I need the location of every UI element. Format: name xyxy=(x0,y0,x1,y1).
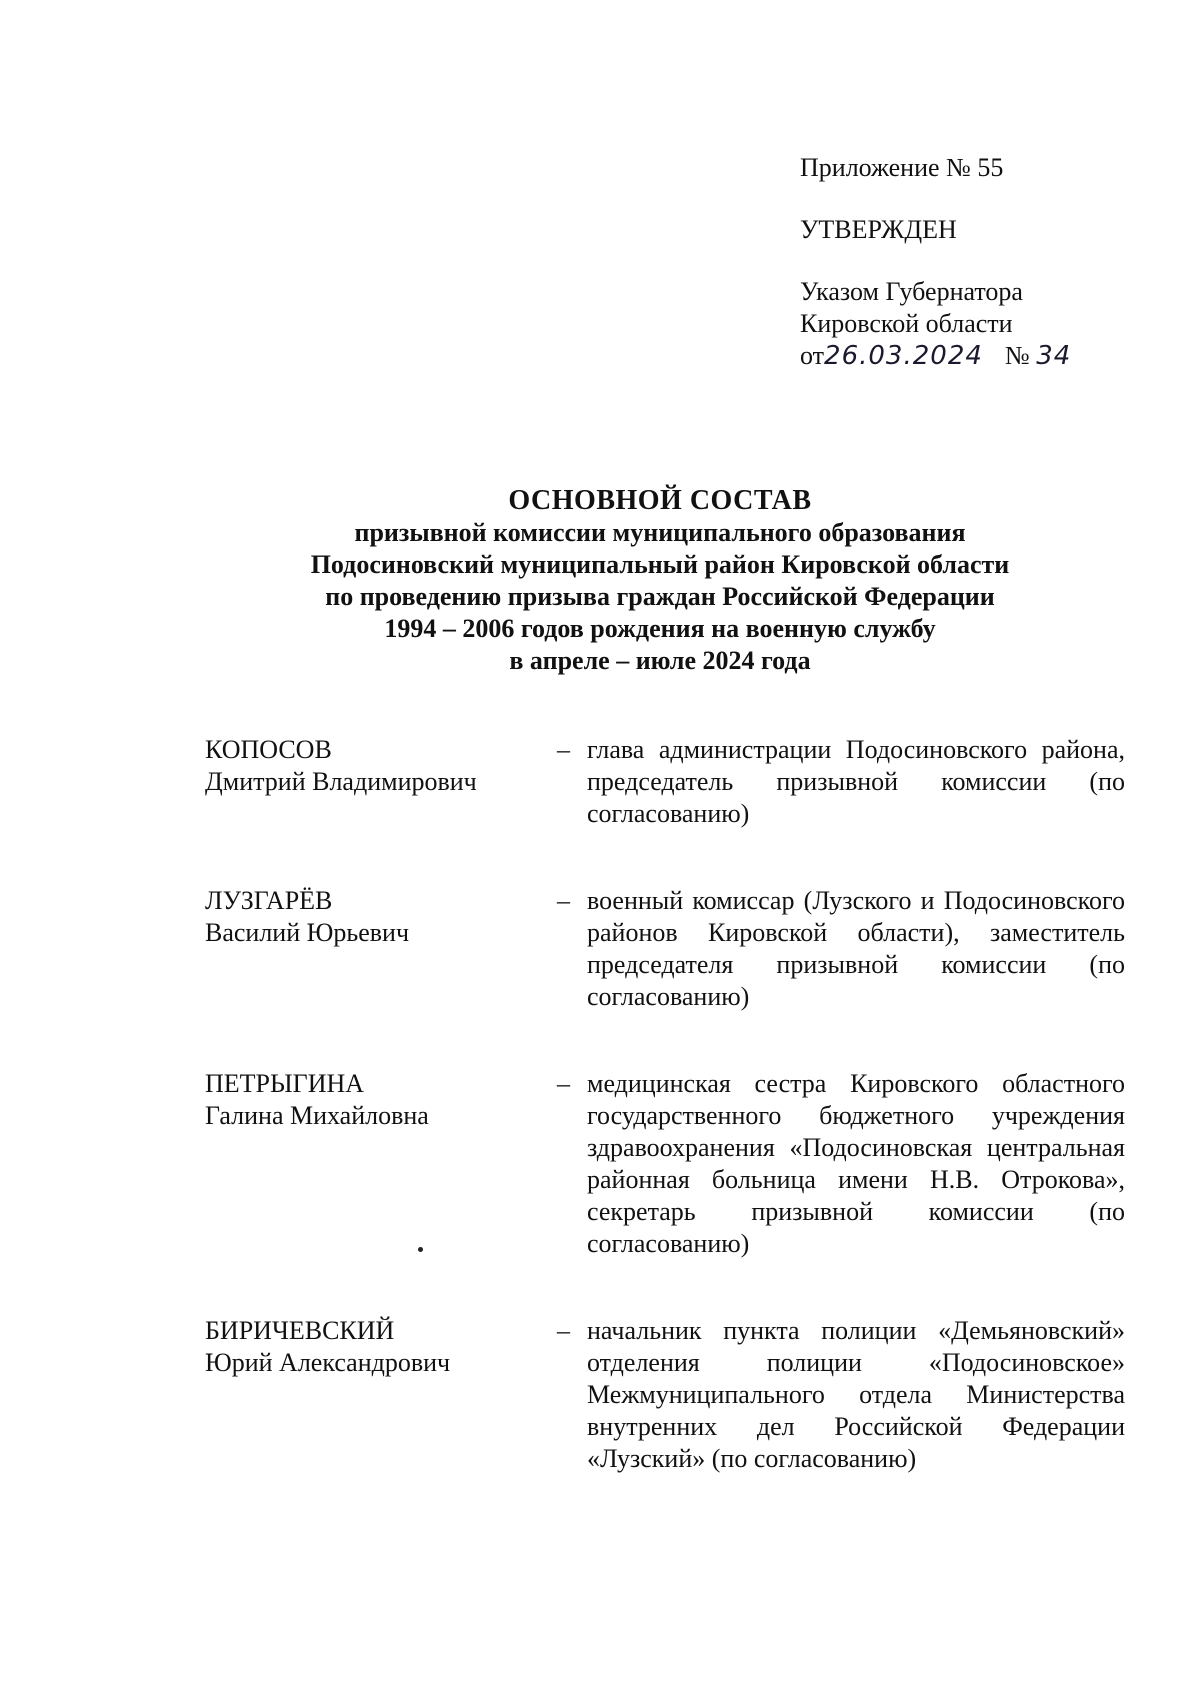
member-given-names: Василий Юрьевич xyxy=(205,918,410,947)
member-dash: – xyxy=(557,1316,570,1345)
member-entry xyxy=(205,1068,1125,1260)
number-sign: № xyxy=(1004,341,1030,370)
decree-line-1: Указом Губернатора xyxy=(800,277,1023,306)
commission-members-list xyxy=(205,734,1125,1530)
member-given-names: Юрий Александрович xyxy=(205,1348,451,1377)
member-name xyxy=(205,885,557,1013)
member-description: военный комиссар (Лузского и Подосиновского районов Кировской области), заместитель председателя призывной комиссии (по согласованию) xyxy=(587,886,1125,1011)
approved-stamp-text: УТВЕРЖДЕН xyxy=(800,215,957,244)
member-surname: ПЕТРЫГИНА xyxy=(205,1069,365,1098)
member-name xyxy=(205,734,557,830)
member-entry xyxy=(205,1315,1125,1475)
title-line-2: Подосиновский муниципальный район Кировской области xyxy=(310,550,1010,579)
decree-date-line xyxy=(800,340,1160,372)
member-given-names: Галина Михайловна xyxy=(205,1101,429,1130)
title-line-5: в апреле – июле 2024 года xyxy=(509,646,811,675)
member-entry xyxy=(205,885,1125,1013)
member-description: начальник пункта полиции «Демьяновский» отделения полиции «Подосиновское» Межмуниципального отдела Министерства внутренних дел Российской Федерации «Лузский» (по согласованию) xyxy=(587,1316,1125,1473)
member-dash: – xyxy=(557,735,570,764)
member-description: медицинская сестра Кировского областного государственного бюджетного учреждения здравоохранения «Подосиновская центральная районная больница имени Н.В. Отрокова», секретарь призывной комиссии (по согласованию) xyxy=(587,1069,1125,1258)
title-main: ОСНОВНОЙ СОСТАВ xyxy=(508,485,812,516)
member-dash: – xyxy=(557,886,570,915)
member-description: глава администрации Подосиновского района, председатель призывной комиссии (по согласованию) xyxy=(587,735,1125,828)
document-title xyxy=(120,485,1200,677)
member-given-names: Дмитрий Владимирович xyxy=(205,767,477,796)
handwritten-date: 26.03.2024 xyxy=(824,341,983,371)
member-name xyxy=(205,1068,557,1260)
scan-speck xyxy=(418,1247,423,1252)
member-entry xyxy=(205,734,1125,830)
decree-line-2: Кировской области xyxy=(800,309,1013,338)
handwritten-number: 34 xyxy=(1036,341,1072,371)
title-line-1: призывной комиссии муниципального образования xyxy=(354,518,966,547)
appendix-number: Приложение № 55 xyxy=(800,153,1004,182)
decree-reference xyxy=(800,276,1160,372)
approval-block xyxy=(800,152,1160,372)
date-prefix: от xyxy=(800,341,825,370)
member-surname: КОПОСОВ xyxy=(205,735,332,764)
member-surname: БИРИЧЕВСКИЙ xyxy=(205,1316,395,1345)
title-line-4: 1994 – 2006 годов рождения на военную службу xyxy=(384,614,936,643)
member-name xyxy=(205,1315,557,1475)
title-line-3: по проведению призыва граждан Российской Федерации xyxy=(325,582,995,611)
member-dash: – xyxy=(557,1069,570,1098)
member-surname: ЛУЗГАРЁВ xyxy=(205,886,333,915)
